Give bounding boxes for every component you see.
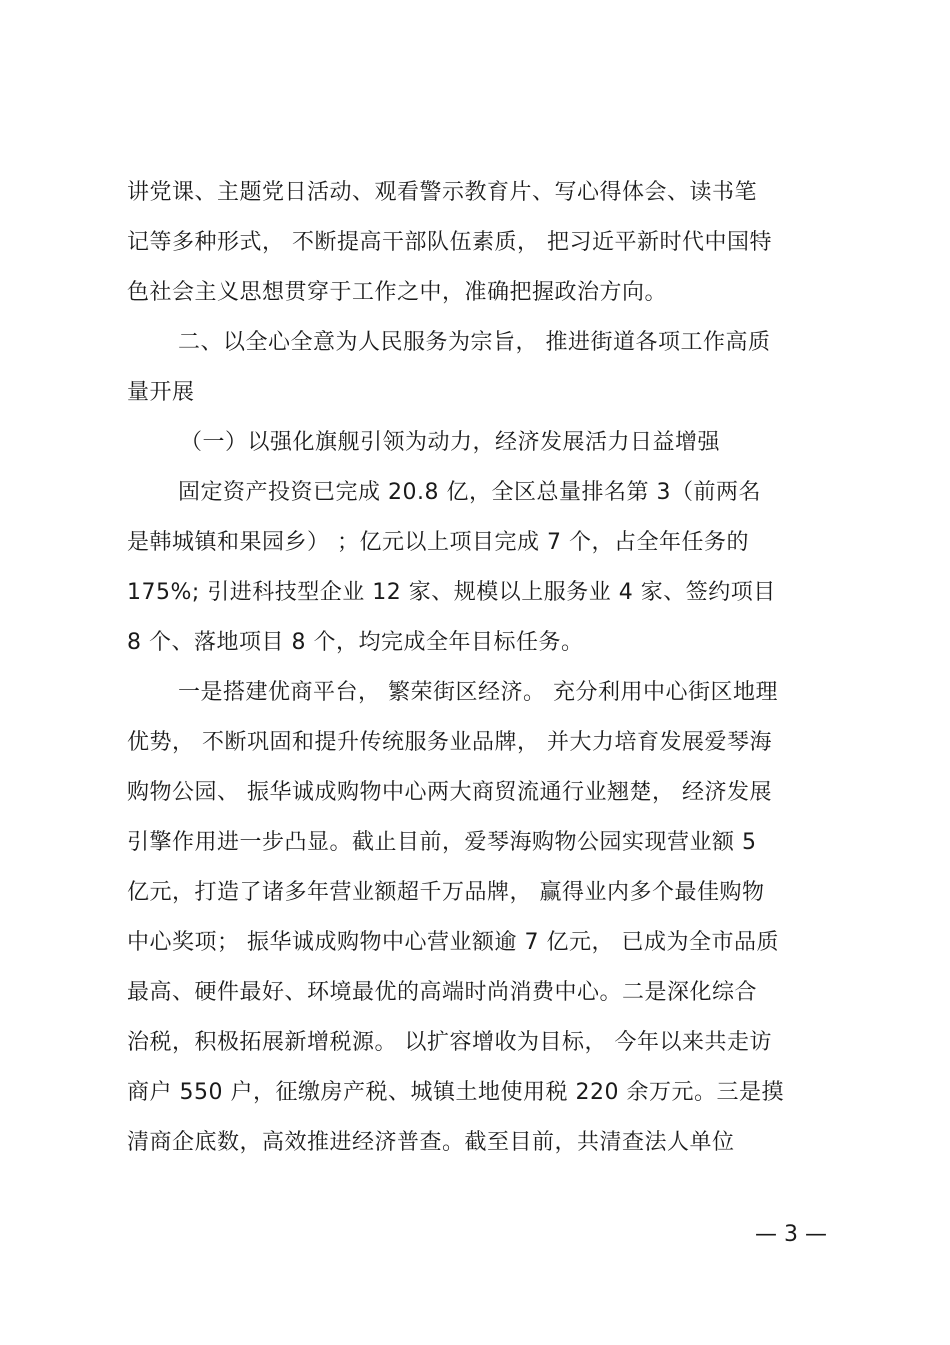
- text-line: 商户 550 户，征缴房产税、城镇土地使用税 220 余万元。三是摸: [127, 1080, 784, 1105]
- text-line: 清商企底数，高效推进经济普查。截至目前，共清查法人单位: [127, 1130, 735, 1155]
- text-line: 记等多种形式， 不断提高干部队伍素质， 把习近平新时代中国特: [127, 230, 772, 255]
- section-heading: 二、以全心全意为人民服务为宗旨， 推进街道各项工作高质: [178, 330, 771, 355]
- text-line: 一是搭建优商平台， 繁荣街区经济。 充分利用中心街区地理: [178, 680, 778, 705]
- text-line: 色社会主义思想贯穿于工作之中，准确把握政治方向。: [127, 280, 668, 305]
- text-line: 最高、硬件最好、环境最优的高端时尚消费中心。二是深化综合: [127, 980, 758, 1005]
- subsection-heading: （一）以强化旗舰引领为动力，经济发展活力日益增强: [180, 430, 721, 455]
- section-heading-continuation: 量开展: [127, 380, 195, 405]
- text-line: 亿元，打造了诸多年营业额超千万品牌， 赢得业内多个最佳购物: [127, 880, 765, 905]
- text-line: 固定资产投资已完成 20.8 亿，全区总量排名第 3（前两名: [178, 480, 761, 505]
- text-line: 引擎作用进一步凸显。截止目前，爱琴海购物公园实现营业额 5: [127, 830, 757, 855]
- text-line: 治税，积极拓展新增税源。 以扩容增收为目标， 今年以来共走访: [127, 1030, 772, 1055]
- text-line: 讲党课、主题党日活动、观看警示教育片、写心得体会、读书笔: [127, 180, 758, 205]
- page-number: — 3 —: [755, 1222, 827, 1247]
- text-line: 购物公园、 振华诚成购物中心两大商贸流通行业翘楚， 经济发展: [127, 780, 772, 805]
- text-line: 8 个、落地项目 8 个，均完成全年目标任务。: [127, 630, 584, 655]
- text-line: 是韩城镇和果园乡） ；亿元以上项目完成 7 个，占全年任务的: [127, 530, 749, 555]
- text-line: 175%; 引进科技型企业 12 家、规模以上服务业 4 家、签约项目: [127, 580, 776, 605]
- text-line: 优势， 不断巩固和提升传统服务业品牌， 并大力培育发展爱琴海: [127, 730, 772, 755]
- text-line: 中心奖项； 振华诚成购物中心营业额逾 7 亿元， 已成为全市品质: [127, 930, 779, 955]
